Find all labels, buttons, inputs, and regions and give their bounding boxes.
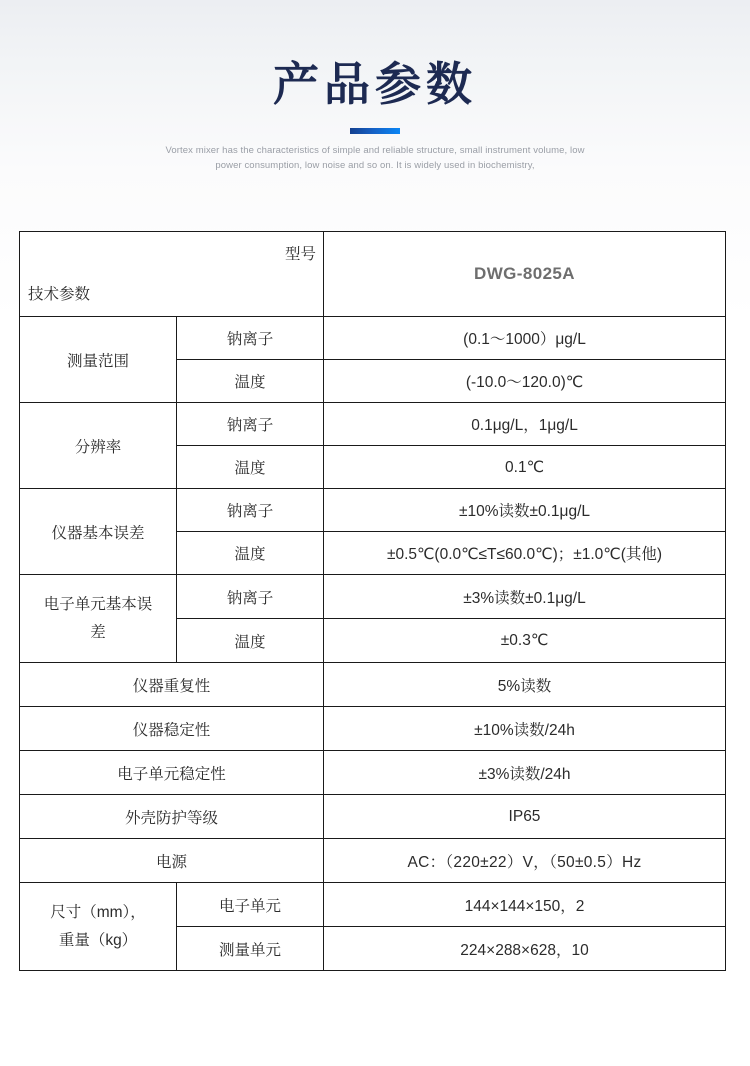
sub-label: 钠离子 [177,403,324,446]
cell-value: ±3%读数±0.1μg/L [324,575,726,619]
table-row [20,751,726,795]
cell-value: ±0.5℃(0.0℃≤T≤60.0℃)；±1.0℃(其他) [324,532,726,575]
group-label-line2: 重量（kg） [58,931,138,949]
group-label-size-weight [20,883,177,971]
cell-value: 144×144×150，2 [324,883,726,927]
sub-label: 温度 [177,446,324,489]
table-row [20,575,726,619]
model-value: DWG-8025A [474,264,575,283]
cell-value: AC：（220±22）V，（50±0.5）Hz [324,839,726,883]
group-label-line1: 电子单元基本误 [43,596,153,614]
spec-table-container [19,231,725,971]
sub-label: 钠离子 [177,575,324,619]
table-row [20,663,726,707]
group-label-electronic-unit-basic-error [20,575,177,663]
header-model-value-cell [324,232,726,317]
table-row [20,883,726,927]
page-subtitle: Vortex mixer has the characteristics of simple and reliable structure, small instrument volume, low power consumption, low noise and so on. It is widely used in biochemistry, [165,144,585,172]
page-header [0,0,750,174]
sub-label: 温度 [177,532,324,575]
cell-value: 5%读数 [324,663,726,707]
header-diagonal-cell [20,232,324,317]
group-label-measurement-range: 测量范围 [20,317,177,403]
cell-value: ±10%读数±0.1μg/L [324,489,726,532]
cell-value: ±0.3℃ [324,619,726,663]
cell-value: (-10.0～120.0)℃ [324,360,726,403]
page-title: 产品参数 [273,58,477,110]
table-header-row [20,232,726,317]
accent-divider [350,128,400,134]
sub-label: 温度 [177,619,324,663]
row-label-instrument-repeatability: 仪器重复性 [20,663,324,707]
sub-label: 钠离子 [177,489,324,532]
spec-table [19,231,726,971]
row-label-electronic-unit-stability: 电子单元稳定性 [20,751,324,795]
group-label-resolution: 分辨率 [20,403,177,489]
group-label-line2: 差 [90,623,106,641]
table-row [20,795,726,839]
row-label-instrument-stability: 仪器稳定性 [20,707,324,751]
table-row [20,707,726,751]
row-label-power-supply: 电源 [20,839,324,883]
group-label-line1: 尺寸（mm）， [50,904,146,922]
table-row [20,839,726,883]
cell-value: IP65 [324,795,726,839]
cell-value: 224×288×628，10 [324,927,726,971]
cell-value: (0.1～1000）μg/L [324,317,726,360]
sub-label: 温度 [177,360,324,403]
header-model-label: 型号 [284,246,316,263]
sub-label: 电子单元 [177,883,324,927]
cell-value: 0.1℃ [324,446,726,489]
group-label-instrument-basic-error: 仪器基本误差 [20,489,177,575]
sub-label: 钠离子 [177,317,324,360]
table-row [20,317,726,360]
table-row [20,489,726,532]
cell-value: ±3%读数/24h [324,751,726,795]
cell-value: 0.1μg/L，1μg/L [324,403,726,446]
row-label-enclosure-protection-rating: 外壳防护等级 [20,795,324,839]
table-row [20,403,726,446]
header-param-label: 技术参数 [28,286,91,303]
sub-label: 测量单元 [177,927,324,971]
cell-value: ±10%读数/24h [324,707,726,751]
